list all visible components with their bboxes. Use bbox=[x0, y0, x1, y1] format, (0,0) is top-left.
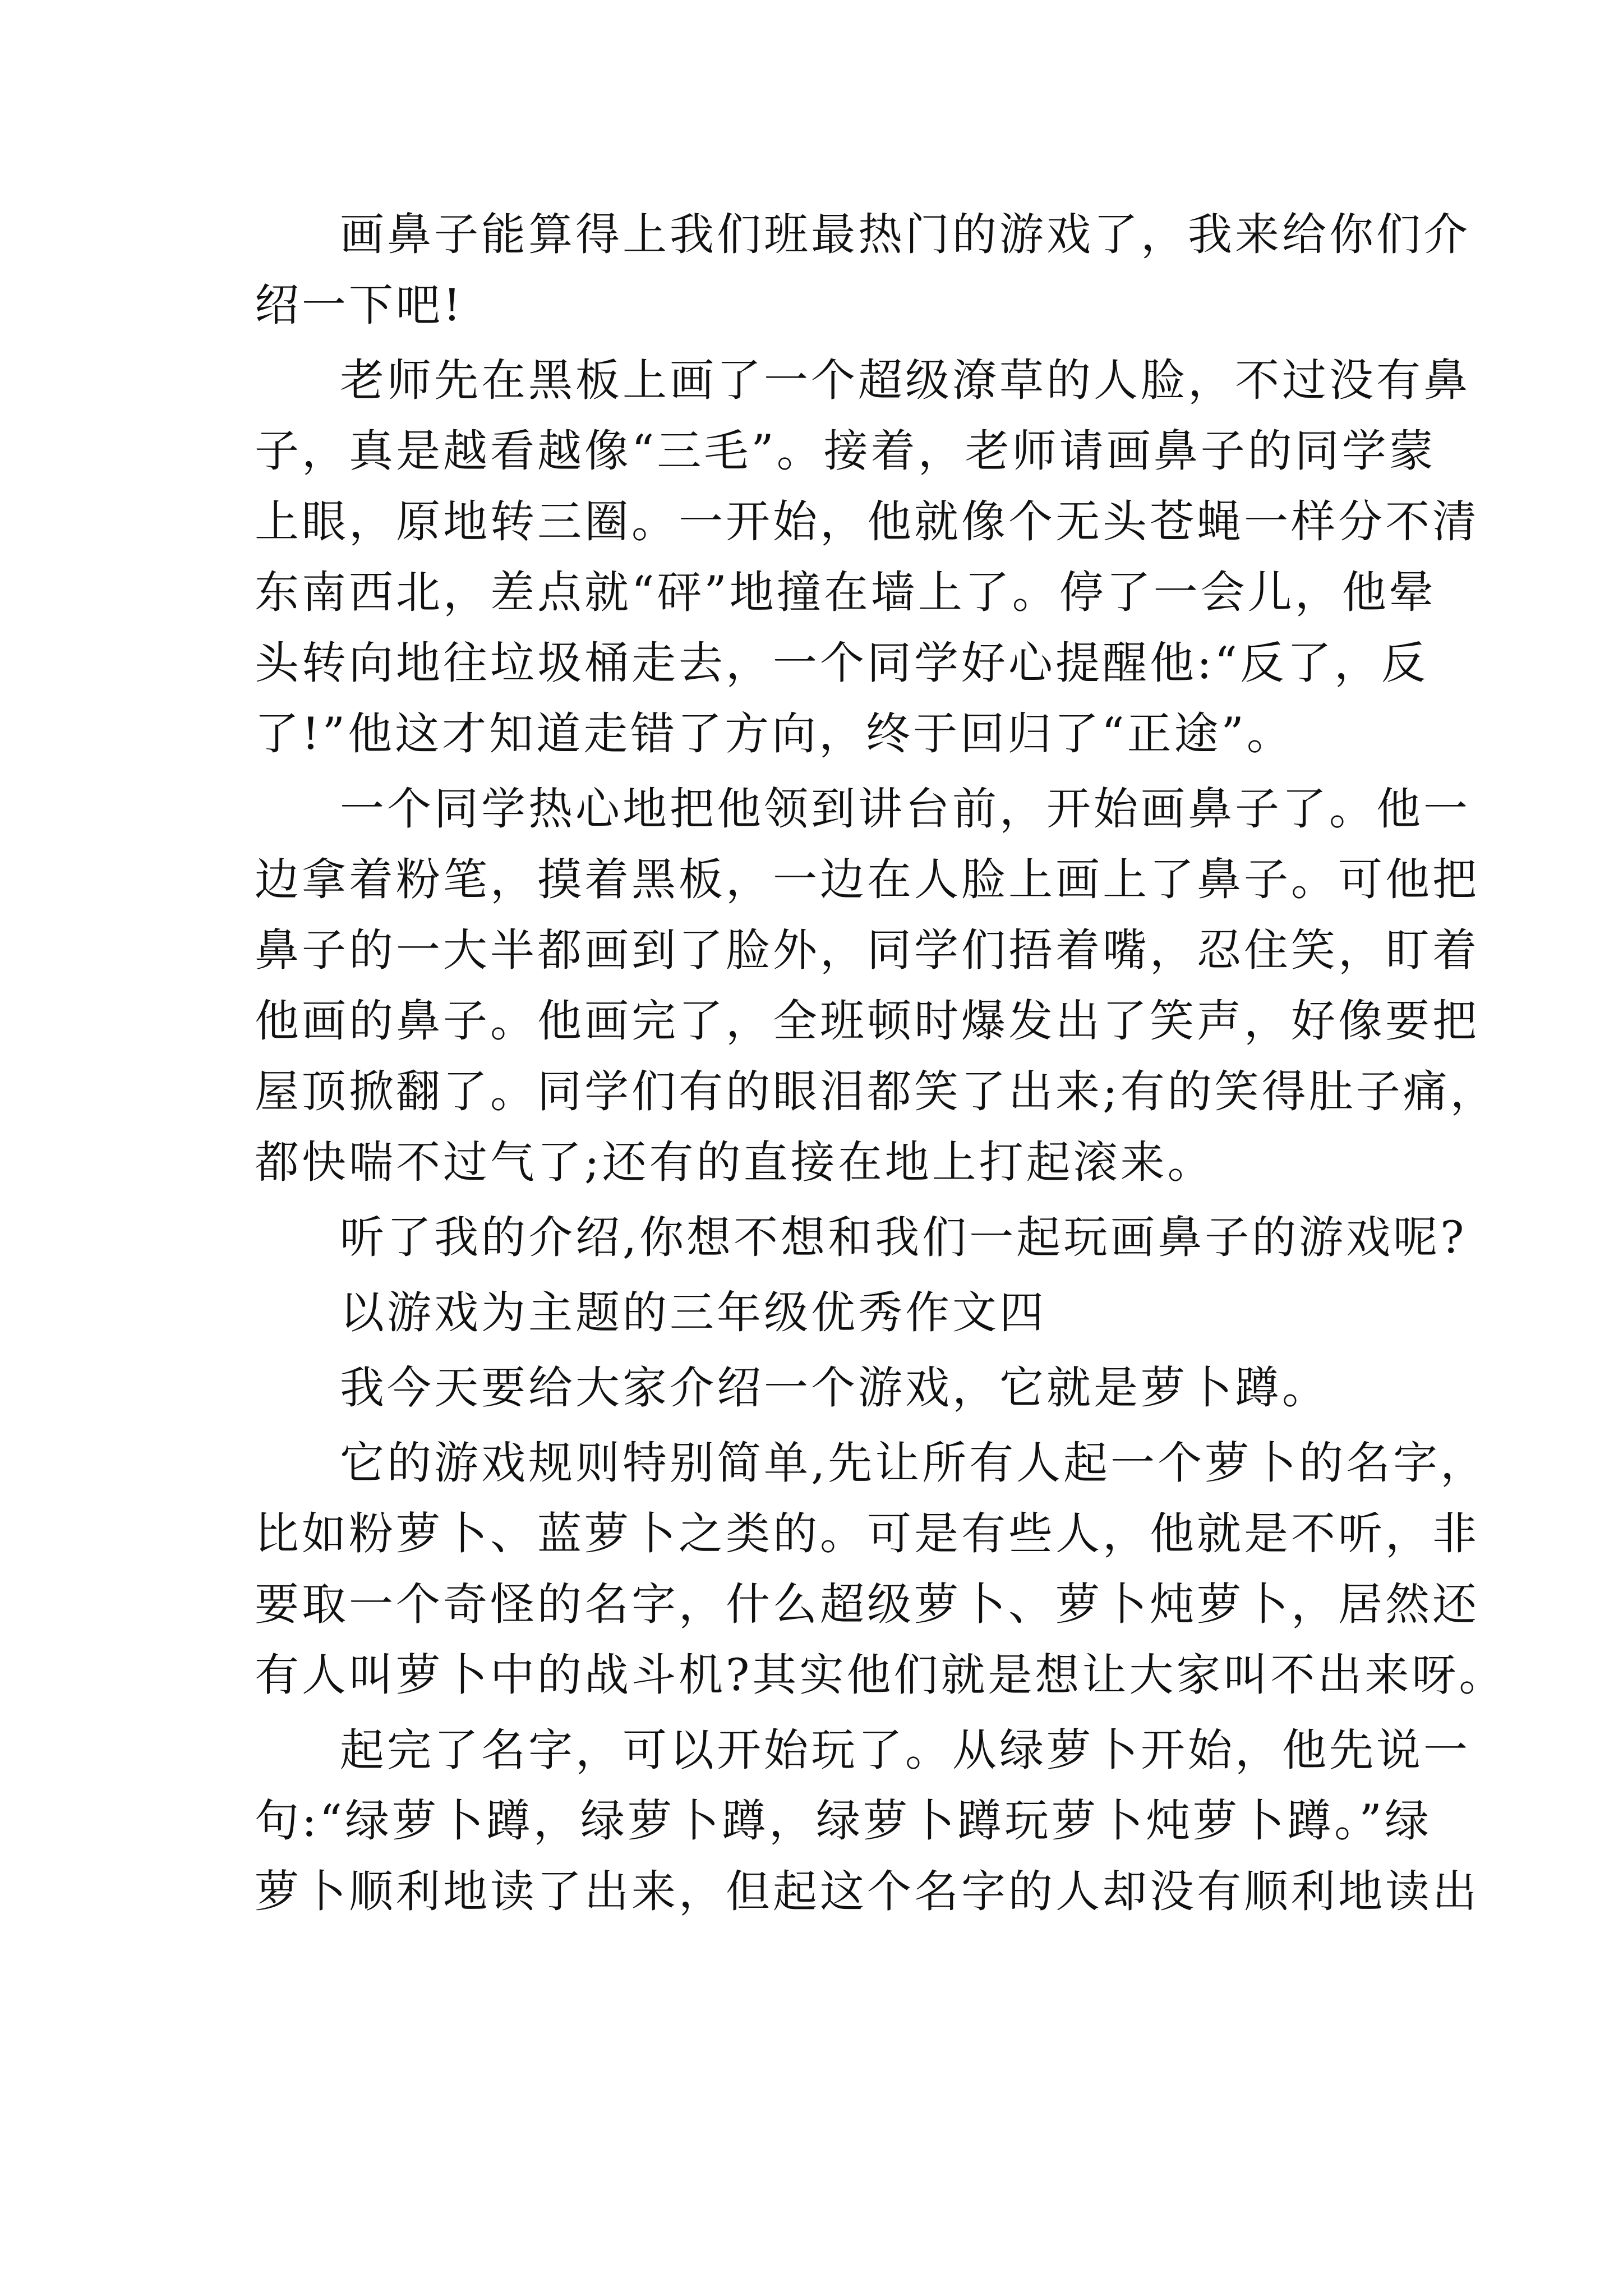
paragraph-2-line-2: 子，真是越看越像“三毛”。接着，老师请画鼻子的同学蒙 bbox=[255, 425, 1436, 477]
paragraph-6-line-4: 有人叫萝卜中的战斗机?其实他们就是想让大家叫不出来呀。 bbox=[255, 1649, 1506, 1701]
paragraph-3-line-6: 都快喘不过气了;还有的直接在地上打起滚来。 bbox=[255, 1137, 1215, 1188]
paragraph-2-line-4: 东南西北，差点就“砰”地撞在墙上了。停了一会儿，他晕 bbox=[255, 567, 1436, 618]
essay-body bbox=[255, 199, 1506, 1927]
paragraph-2-line-5: 头转向地往垃圾桶走去，一个同学好心提醒他:“反了，反 bbox=[255, 637, 1429, 689]
paragraph-6-line-3: 要取一个奇怪的名字，什么超级萝卜、萝卜炖萝卜，居然还 bbox=[255, 1579, 1479, 1630]
paragraph-3-line-4: 他画的鼻子。他画完了，全班顿时爆发出了笑声，好像要把 bbox=[255, 995, 1479, 1047]
paragraph-6-line-1: 它的游戏规则特别简单,先让所有人起一个萝卜的名字， bbox=[340, 1437, 1488, 1489]
paragraph-2-line-6: 了!”他这才知道走错了方向，终于回归了“正途”。 bbox=[255, 708, 1294, 760]
paragraph-6-line-2: 比如粉萝卜、蓝萝卜之类的。可是有些人，他就是不听，非 bbox=[255, 1508, 1479, 1559]
paragraph-2-line-1: 老师先在黑板上画了一个超级潦草的人脸，不过没有鼻 bbox=[340, 355, 1470, 406]
paragraph-7-line-1: 起完了名字，可以开始玩了。从绿萝卜开始，他先说一 bbox=[340, 1724, 1470, 1776]
paragraph-5-line-1: 我今天要给大家介绍一个游戏，它就是萝卜蹲。 bbox=[340, 1362, 1329, 1414]
paragraph-4-line-1: 听了我的介绍,你想不想和我们一起玩画鼻子的游戏呢? bbox=[340, 1212, 1467, 1263]
paragraph-7-line-2: 句:“绿萝卜蹲，绿萝卜蹲，绿萝卜蹲玩萝卜炖萝卜蹲。”绿 bbox=[255, 1795, 1432, 1847]
paragraph-7-line-3: 萝卜顺利地读了出来，但起这个名字的人却没有顺利地读出 bbox=[255, 1866, 1479, 1917]
paragraph-3-line-2: 边拿着粉笔，摸着黑板，一边在人脸上画上了鼻子。可他把 bbox=[255, 854, 1479, 905]
paragraph-2-line-3: 上眼，原地转三圈。一开始，他就像个无头苍蝇一样分不清 bbox=[255, 496, 1479, 547]
paragraph-3-line-1: 一个同学热心地把他领到讲台前，开始画鼻子了。他一 bbox=[340, 783, 1470, 835]
paragraph-3-line-5: 屋顶掀翻了。同学们有的眼泪都笑了出来;有的笑得肚子痛， bbox=[255, 1066, 1497, 1117]
section-title: 以游戏为主题的三年级优秀作文四 bbox=[340, 1287, 1046, 1338]
paragraph-1-line-2: 绍一下吧! bbox=[255, 279, 464, 331]
paragraph-1-line-1: 画鼻子能算得上我们班最热门的游戏了，我来给你们介 bbox=[340, 209, 1470, 260]
paragraph-3-line-3: 鼻子的一大半都画到了脸外，同学们捂着嘴，忍住笑，盯着 bbox=[255, 924, 1479, 976]
